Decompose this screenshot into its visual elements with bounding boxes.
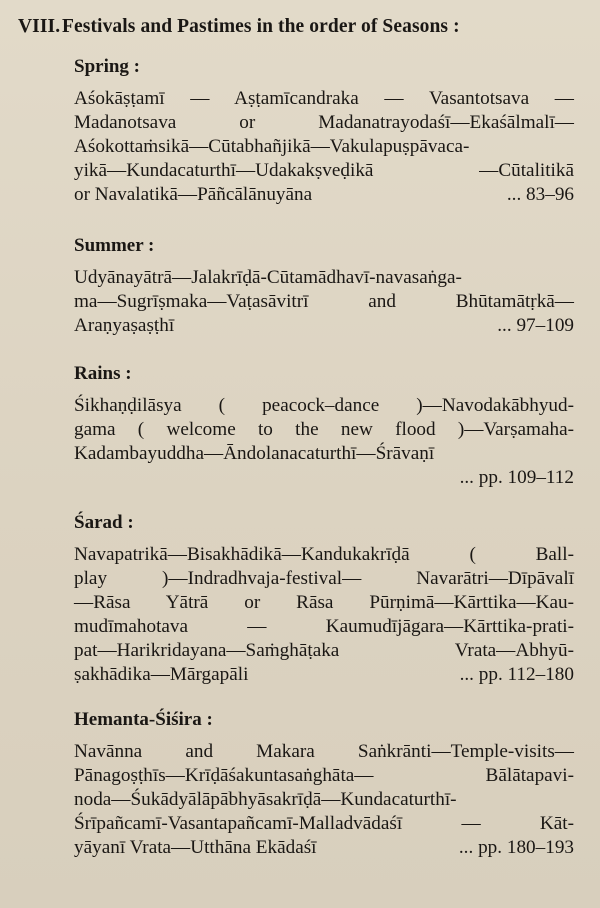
season-line-last — [74, 183, 574, 207]
season-heading: Summer : — [74, 235, 155, 256]
season-line: Śrīpañcamī-Vasantapañcamī-Malladvādaśī — Kāt- — [74, 813, 574, 834]
season-line: Navapatrikā—Bisakhādikā—Kandukakrīḍā ( Ball- — [74, 544, 574, 565]
season-heading: Hemanta-Śiśira : — [74, 709, 213, 730]
season-line: ma—Sugrīṣmaka—Vaṭasāvitrī and Bhūtamātṛkā— — [74, 291, 574, 312]
page-range: ... 97–109 — [497, 315, 574, 336]
chapter-heading — [18, 16, 460, 38]
season-line: Aśokāṣṭamī — Aṣṭamīcandraka — Vasantotsava — — [74, 88, 574, 109]
season-heading: Rains : — [74, 363, 132, 384]
season-body — [74, 740, 574, 860]
season-line: Kadambayuddha—Āndolanacaturthī—Śrāvaṇī — [74, 443, 435, 464]
chapter-number: VIII. — [18, 16, 61, 37]
season-summer — [74, 234, 574, 338]
season-line-last — [74, 836, 574, 860]
page-range: ... pp. 180–193 — [458, 837, 574, 858]
season-line: —Rāsa Yātrā or Rāsa Pūrṇimā—Kārttika—Kau- — [74, 592, 574, 613]
season-body — [74, 543, 574, 687]
season-body — [74, 266, 574, 338]
season-line: or Navalatikā—Pāñcālānuyāna — [74, 184, 313, 205]
season-spring — [74, 55, 574, 207]
season-line: Aśokottaṁsikā—Cūtabhañjikā—Vakulapuṣpāvaca- — [74, 136, 470, 157]
season-line: Navānna and Makara Saṅkrānti—Temple-visits— — [74, 741, 574, 762]
season-line: Araṇyaṣaṣṭhī — [74, 315, 175, 336]
season-line: noda—Śukādyālāpābhyāsakrīḍā—Kundacaturthī- — [74, 789, 457, 810]
season-line: yāyanī Vrata—Utthāna Ekādaśī — [74, 837, 317, 858]
season-line: gama ( welcome to the new flood )—Varṣamaha- — [74, 419, 574, 440]
season-line: pat—Harikridayana—Saṁghāṭaka Vrata—Abhyū- — [74, 640, 574, 661]
season-line: Madanotsava or Madanatrayodaśī—Ekaśālmalī— — [74, 112, 574, 133]
page-range: ... pp. 109–112 — [459, 467, 574, 488]
season-line: yikā—Kundacaturthī—Udakakṣveḍikā —Cūtalitikā — [74, 160, 574, 181]
season-body — [74, 394, 574, 490]
page-range: ... pp. 112–180 — [459, 664, 574, 685]
season-line: Udyānayātrā—Jalakrīḍā-Cūtamādhavī-navasaṅga- — [74, 267, 462, 288]
season-line: Śikhaṇḍilāsya ( peacock–dance )—Navodakābhyud- — [74, 395, 574, 416]
season-heading: Spring : — [74, 56, 140, 77]
season-sarad — [74, 511, 574, 687]
season-line: mudīmahotava — Kaumudījāgara—Kārttika-prati- — [74, 616, 574, 637]
season-hemanta-sisira — [74, 708, 574, 860]
season-line: Pānagoṣṭhīs—Krīḍāśakuntasaṅghāta— Bālātapavi- — [74, 765, 574, 786]
season-rains — [74, 362, 574, 490]
season-line-last — [74, 663, 574, 687]
season-line: play )—Indradhvaja-festival— Navarātri—Dīpāvalī — [74, 568, 574, 589]
season-heading: Śarad : — [74, 512, 134, 533]
chapter-title: Festivals and Pastimes in the order of Seasons : — [62, 16, 460, 37]
season-body — [74, 87, 574, 207]
page-range: ... 83–96 — [506, 184, 574, 205]
season-line: ṣakhādika—Mārgapāli — [74, 664, 249, 685]
season-line-last — [74, 314, 574, 338]
